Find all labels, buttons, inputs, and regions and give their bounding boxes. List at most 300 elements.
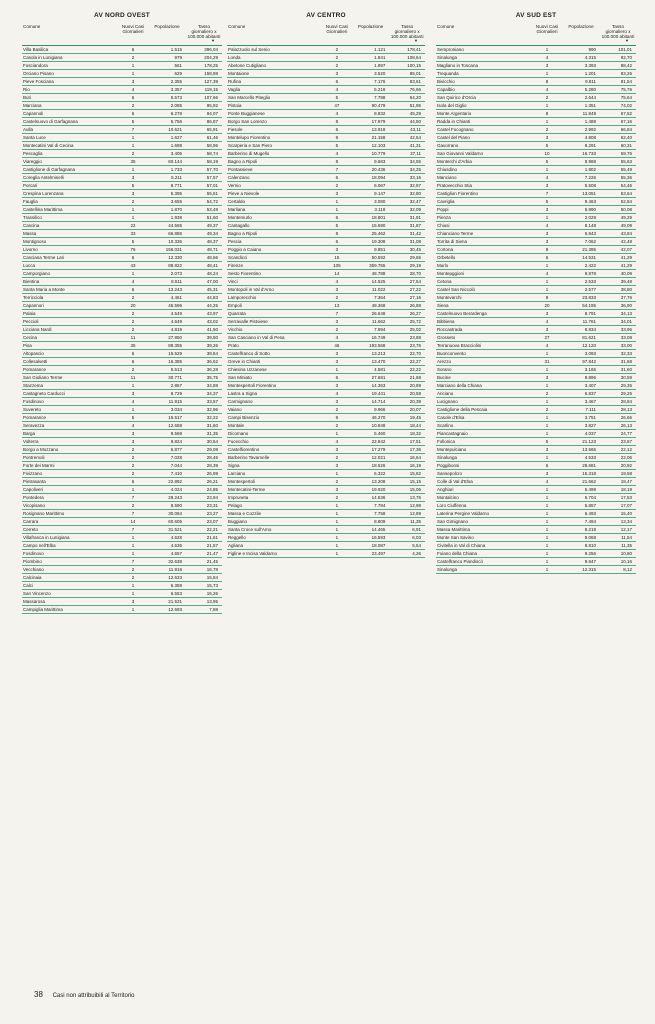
- cell-nuovi-casi: 1: [532, 518, 562, 526]
- cell-tasso: 49,37: [186, 222, 222, 230]
- cell-tasso: 81,54: [600, 78, 636, 86]
- cell-comune: Cavriglia: [436, 198, 532, 206]
- cell-comune: San Vincenzo: [22, 590, 118, 598]
- table-row: [22, 358, 222, 366]
- cell-popolazione: 89.355: [148, 342, 186, 350]
- table-row: [436, 454, 636, 462]
- cell-tasso: 15,73: [186, 582, 222, 590]
- cell-popolazione: 31.521: [148, 526, 186, 534]
- cell-popolazione: 90.479: [352, 102, 390, 110]
- cell-popolazione: 4.461: [148, 294, 186, 302]
- sort-desc-icon[interactable]: ▼: [625, 38, 629, 43]
- cell-tasso: 21,61: [186, 534, 222, 542]
- cell-comune: Poggio a Caiano: [227, 246, 322, 254]
- table-row: [227, 110, 425, 118]
- table-row: [227, 294, 425, 302]
- cell-tasso: 58,96: [186, 142, 222, 150]
- cell-tasso: 16,64: [389, 454, 425, 462]
- cell-comune: Fivizzano: [22, 470, 118, 478]
- region-column-sud-est: [436, 12, 636, 574]
- cell-tasso: 10,16: [600, 558, 636, 566]
- cell-popolazione: 1.201: [562, 70, 600, 78]
- cell-comune: Isola del Giglio: [436, 102, 532, 110]
- sort-desc-icon[interactable]: ▼: [414, 38, 418, 43]
- table-row: [436, 294, 636, 302]
- cell-tasso: 17,53: [600, 494, 636, 502]
- cell-popolazione: 19.308: [352, 238, 390, 246]
- cell-tasso: 11,54: [600, 534, 636, 542]
- cell-comune: Murlo: [436, 262, 532, 270]
- cell-comune: Livorno: [22, 246, 118, 254]
- cell-tasso: 29,65: [389, 254, 425, 262]
- cell-comune: Santa Croce sull'Arno: [227, 526, 322, 534]
- cell-popolazione: 5.990: [562, 206, 600, 214]
- cell-tasso: 20,89: [389, 382, 425, 390]
- cell-nuovi-casi: 2: [118, 366, 148, 374]
- cell-tasso: 76,66: [389, 86, 425, 94]
- cell-nuovi-casi: 6: [532, 254, 562, 262]
- cell-tasso: 34,13: [600, 310, 636, 318]
- cell-tasso: 29,25: [600, 390, 636, 398]
- cell-comune: Vicopisano: [22, 502, 118, 510]
- cell-comune: Porcari: [22, 182, 118, 190]
- cell-popolazione: 8.832: [352, 110, 390, 118]
- cell-nuovi-casi: 6: [322, 78, 352, 86]
- cell-popolazione: 7.062: [562, 238, 600, 246]
- cell-comune: Bucine: [436, 374, 532, 382]
- cell-popolazione: 6.553: [148, 590, 186, 598]
- table-row: [436, 62, 636, 70]
- cell-tasso: 32,09: [389, 206, 425, 214]
- cell-nuovi-casi: 1: [118, 542, 148, 550]
- table-row: [22, 606, 222, 614]
- cell-popolazione: 19.441: [352, 390, 390, 398]
- cell-popolazione: 60.144: [148, 158, 186, 166]
- cell-popolazione: 9.463: [562, 198, 600, 206]
- cell-nuovi-casi: 46: [322, 342, 352, 350]
- cell-tasso: 25,72: [389, 318, 425, 326]
- cell-tasso: 15,40: [600, 510, 636, 518]
- table-row: [22, 310, 222, 318]
- cell-comune: Lucca: [22, 262, 118, 270]
- cell-tasso: 32,96: [186, 406, 222, 414]
- cell-nuovi-casi: 1: [532, 398, 562, 406]
- cell-comune: Carmignano: [227, 398, 322, 406]
- cell-nuovi-casi: 1: [118, 590, 148, 598]
- cell-popolazione: 15.529: [148, 350, 186, 358]
- cell-comune: Pescaglia: [22, 150, 118, 158]
- cell-nuovi-casi: 11: [118, 334, 148, 342]
- cell-comune: Montale: [227, 422, 322, 430]
- cell-nuovi-casi: 1: [322, 510, 352, 518]
- cell-popolazione: 11.022: [352, 286, 390, 294]
- cell-comune: Calcinaia: [22, 574, 118, 582]
- cell-tasso: 12,17: [600, 526, 636, 534]
- region-title: AV CENTRO: [306, 12, 346, 19]
- table-row: [227, 238, 425, 246]
- cell-comune: Vecchiano: [22, 566, 118, 574]
- table-row: [227, 158, 425, 166]
- cell-tasso: 21,45: [186, 558, 222, 566]
- cell-tasso: 4,26: [389, 550, 425, 558]
- cell-popolazione: 45.596: [148, 302, 186, 310]
- cell-popolazione: 1.515: [148, 46, 186, 54]
- cell-comune: San Gimignano: [436, 518, 532, 526]
- cell-nuovi-casi: 1: [118, 134, 148, 142]
- cell-popolazione: 6.877: [148, 446, 186, 454]
- cell-comune: Castelfranco di Sotto: [227, 350, 322, 358]
- cell-tasso: 26,27: [389, 310, 425, 318]
- cell-popolazione: 17.279: [352, 446, 390, 454]
- cell-comune: Barga: [22, 430, 118, 438]
- cell-popolazione: 12.120: [562, 342, 600, 350]
- cell-comune: Fosdinovo: [22, 550, 118, 558]
- cell-tasso: 16,78: [186, 566, 222, 574]
- cell-popolazione: 2.085: [148, 102, 186, 110]
- cell-comune: Casole d'Elsa: [436, 414, 532, 422]
- cell-tasso: 17,07: [600, 502, 636, 510]
- footer-text: Casi non attribuibili al Territorio: [52, 993, 135, 999]
- cell-tasso: 42,48: [600, 238, 636, 246]
- cell-popolazione: 8.511: [148, 278, 186, 286]
- cell-comune: Castelnuovo Berardenga: [436, 310, 532, 318]
- cell-comune: Chiesina Uzzanese: [227, 366, 322, 374]
- cell-comune: Prato: [227, 342, 322, 350]
- cell-nuovi-casi: 3: [322, 358, 352, 366]
- cell-comune: Firenze: [227, 262, 322, 270]
- cell-tasso: 23,31: [186, 502, 222, 510]
- cell-tasso: 61,46: [186, 134, 222, 142]
- cell-comune: Terricciola: [22, 294, 118, 302]
- cell-popolazione: 5.704: [562, 494, 600, 502]
- cell-tasso: 33,00: [600, 342, 636, 350]
- cell-nuovi-casi: 6: [118, 358, 148, 366]
- table-row: [22, 558, 222, 566]
- cell-comune: Vicchio: [227, 326, 322, 334]
- table-row: [436, 278, 636, 286]
- table-row: [227, 142, 425, 150]
- cell-tasso: 33,96: [600, 326, 636, 334]
- cell-popolazione: 2.992: [562, 126, 600, 134]
- header-popolazione: Popolazione: [562, 23, 600, 46]
- table-row: [22, 54, 222, 62]
- table-row: [22, 318, 222, 326]
- cell-comune: Suvereto: [22, 406, 118, 414]
- cell-popolazione: 28.681: [562, 462, 600, 470]
- cell-tasso: 57,57: [186, 174, 222, 182]
- cell-tasso: 13,76: [389, 494, 425, 502]
- cell-comune: Abetone Cutigliano: [227, 62, 322, 70]
- cell-nuovi-casi: 22: [118, 222, 148, 230]
- table-row: [436, 342, 636, 350]
- cell-nuovi-casi: 1: [532, 414, 562, 422]
- cell-tasso: 41,29: [600, 262, 636, 270]
- cell-nuovi-casi: 1: [532, 510, 562, 518]
- table-row: [227, 526, 425, 534]
- table-row: [436, 566, 636, 574]
- table-row: [227, 534, 425, 542]
- cell-nuovi-casi: 2: [118, 294, 148, 302]
- cell-popolazione: 3.093: [562, 350, 600, 358]
- cell-tasso: 44,25: [186, 302, 222, 310]
- table-row: [22, 134, 222, 142]
- cell-popolazione: 14.465: [352, 526, 390, 534]
- table-row: [227, 326, 425, 334]
- cell-tasso: 57,70: [186, 166, 222, 174]
- cell-nuovi-casi: 2: [322, 54, 352, 62]
- cell-popolazione: 8.291: [562, 142, 600, 150]
- cell-comune: Castiglion Fiorentino: [436, 190, 532, 198]
- cell-tasso: 44,50: [389, 118, 425, 126]
- cell-comune: Londa: [227, 54, 322, 62]
- cell-comune: Trassilico: [22, 214, 118, 222]
- cell-popolazione: 30.084: [148, 510, 186, 518]
- cell-popolazione: 16.749: [352, 334, 390, 342]
- cell-popolazione: 13.208: [352, 478, 390, 486]
- table-row: [227, 510, 425, 518]
- cell-popolazione: 15.318: [562, 470, 600, 478]
- cell-popolazione: 6.067: [352, 182, 390, 190]
- table-row: [436, 158, 636, 166]
- cell-tasso: 23,67: [600, 438, 636, 446]
- table-row: [227, 342, 425, 350]
- table-row: [227, 150, 425, 158]
- cell-comune: Volterra: [22, 438, 118, 446]
- cell-nuovi-casi: 3: [118, 438, 148, 446]
- cell-popolazione: 6.359: [148, 582, 186, 590]
- cell-tasso: 74,02: [600, 102, 636, 110]
- cell-comune: Chianciano Terme: [436, 230, 532, 238]
- table-row: [436, 358, 636, 366]
- header-tasso[interactable]: [186, 23, 222, 46]
- cell-comune: San Giuliano Terme: [22, 374, 118, 382]
- cell-comune: Rosignano Marittimo: [22, 510, 118, 518]
- table-row: [436, 302, 636, 310]
- cell-comune: Poggibonsi: [436, 462, 532, 470]
- table-row: [227, 478, 425, 486]
- cell-comune: Signa: [227, 462, 322, 470]
- table-row: [227, 182, 425, 190]
- table-row: [436, 286, 636, 294]
- cell-nuovi-casi: 2: [322, 62, 352, 70]
- cell-tasso: 21,57: [186, 542, 222, 550]
- cell-tasso: 26,88: [389, 302, 425, 310]
- cell-comune: San Quirico d'Orcia: [436, 94, 532, 102]
- cell-popolazione: 1.841: [352, 54, 390, 62]
- cell-tasso: 50,08: [600, 206, 636, 214]
- table-row: [436, 374, 636, 382]
- cell-nuovi-casi: 3: [532, 206, 562, 214]
- header-tasso[interactable]: [389, 23, 425, 46]
- cell-popolazione: 4.581: [352, 366, 390, 374]
- cell-tasso: 48,71: [186, 246, 222, 254]
- cell-comune: Castiglione della Pescaia: [436, 406, 532, 414]
- cell-comune: Santa Luce: [22, 134, 118, 142]
- table-row: [436, 542, 636, 550]
- cell-tasso: 6,03: [389, 534, 425, 542]
- cell-comune: Cortona: [436, 246, 532, 254]
- cell-nuovi-casi: 4: [118, 398, 148, 406]
- cell-popolazione: 10.336: [148, 238, 186, 246]
- cell-comune: Bivicchio: [436, 78, 532, 86]
- cell-popolazione: 3.827: [562, 422, 600, 430]
- cell-tasso: 26,99: [186, 470, 222, 478]
- cell-popolazione: 2.355: [148, 78, 186, 86]
- table-row: [227, 270, 425, 278]
- cell-tasso: 36,28: [186, 366, 222, 374]
- cell-popolazione: 2.029: [562, 214, 600, 222]
- table-row: [227, 86, 425, 94]
- cell-tasso: 29,19: [389, 262, 425, 270]
- cell-popolazione: 2.533: [562, 278, 600, 286]
- cell-nuovi-casi: 3: [532, 62, 562, 70]
- cell-tasso: 75,64: [600, 94, 636, 102]
- cell-tasso: 30,45: [389, 246, 425, 254]
- cell-tasso: 15,84: [186, 574, 222, 582]
- cell-nuovi-casi: 1: [532, 422, 562, 430]
- cell-popolazione: 18.094: [352, 174, 390, 182]
- table-row: [227, 398, 425, 406]
- cell-popolazione: 9.847: [562, 558, 600, 566]
- cell-tasso: 15,15: [389, 478, 425, 486]
- cell-popolazione: 3.520: [352, 70, 390, 78]
- table-row: [22, 382, 222, 390]
- cell-popolazione: 21.123: [562, 438, 600, 446]
- cell-nuovi-casi: 1: [532, 214, 562, 222]
- cell-popolazione: 359.755: [352, 262, 390, 270]
- cell-tasso: 54,46: [600, 182, 636, 190]
- table-row: [436, 174, 636, 182]
- cell-nuovi-casi: 3: [532, 446, 562, 454]
- table-row: [22, 414, 222, 422]
- cell-nuovi-casi: 3: [532, 326, 562, 334]
- cell-tasso: 23,07: [186, 518, 222, 526]
- table-row: [436, 54, 636, 62]
- cell-tasso: 55,49: [600, 166, 636, 174]
- header-tasso-label: Tasso giornaliero x 100.000 abitanti: [601, 24, 635, 39]
- cell-comune: Buti: [22, 94, 118, 102]
- table-row: [22, 366, 222, 374]
- cell-tasso: 28,46: [186, 454, 222, 462]
- cell-tasso: 31,08: [389, 238, 425, 246]
- table-row: [436, 310, 636, 318]
- table-row: [227, 206, 425, 214]
- table-row: [227, 542, 425, 550]
- cell-comune: Pieve a Nievole: [227, 190, 322, 198]
- cell-nuovi-casi: 4: [532, 174, 562, 182]
- cell-tasso: 31,42: [389, 230, 425, 238]
- table-row: [22, 534, 222, 542]
- cell-nuovi-casi: 6: [118, 350, 148, 358]
- cell-comune: Castelnuovo di Garfagnana: [22, 118, 118, 126]
- cell-tasso: 31,87: [389, 222, 425, 230]
- cell-comune: Lamporecchio: [227, 294, 322, 302]
- cell-nuovi-casi: 1: [118, 206, 148, 214]
- cell-nuovi-casi: 5: [532, 142, 562, 150]
- cell-comune: Siena: [436, 302, 532, 310]
- cell-nuovi-casi: 8: [532, 78, 562, 86]
- cell-tasso: 35,75: [186, 374, 222, 382]
- cell-comune: Sinalunga: [436, 454, 532, 462]
- cell-nuovi-casi: 3: [118, 598, 148, 606]
- cell-comune: Carrara: [22, 518, 118, 526]
- cell-popolazione: 13.565: [562, 446, 600, 454]
- cell-popolazione: 5.211: [148, 174, 186, 182]
- cell-comune: Castelfranco Piandiscò: [436, 558, 532, 566]
- cell-nuovi-casi: 7: [118, 510, 148, 518]
- cell-tasso: 52,84: [600, 198, 636, 206]
- cell-popolazione: 1.997: [352, 62, 390, 70]
- cell-popolazione: 5.513: [148, 366, 186, 374]
- cell-tasso: 47,00: [186, 278, 222, 286]
- table-row: [227, 278, 425, 286]
- table-row: [436, 390, 636, 398]
- cell-popolazione: 4.808: [562, 134, 600, 142]
- table-row: [227, 350, 425, 358]
- cell-nuovi-casi: 1: [322, 366, 352, 374]
- cell-popolazione: 5.857: [562, 502, 600, 510]
- cell-nuovi-casi: 4: [532, 54, 562, 62]
- cell-popolazione: 6.322: [352, 470, 390, 478]
- cell-nuovi-casi: 6: [322, 126, 352, 134]
- table-row: [436, 222, 636, 230]
- cell-tasso: 12,98: [389, 502, 425, 510]
- header-tasso[interactable]: [600, 23, 636, 46]
- cell-popolazione: 9.256: [562, 550, 600, 558]
- sort-desc-icon[interactable]: ▼: [211, 38, 215, 43]
- header-comune: Comune: [22, 23, 118, 46]
- cell-comune: Agliana: [227, 542, 322, 550]
- cell-nuovi-casi: 31: [532, 358, 562, 366]
- cell-tasso: 85,01: [389, 70, 425, 78]
- table-row: [436, 150, 636, 158]
- cell-nuovi-casi: 1: [118, 62, 148, 70]
- cell-comune: Pietrasanta: [22, 478, 118, 486]
- cell-comune: Arezzo: [436, 358, 532, 366]
- cell-nuovi-casi: 4: [532, 478, 562, 486]
- cell-popolazione: 8.148: [562, 222, 600, 230]
- cell-tasso: 32,97: [389, 182, 425, 190]
- cell-nuovi-casi: 4: [322, 334, 352, 342]
- cell-popolazione: 6.278: [148, 110, 186, 118]
- cell-popolazione: 3.751: [562, 414, 600, 422]
- cell-nuovi-casi: 4: [322, 438, 352, 446]
- cell-comune: Sesto Fiorentino: [227, 270, 322, 278]
- cell-nuovi-casi: 11: [118, 374, 148, 382]
- table-row: [22, 254, 222, 262]
- cell-tasso: 23,27: [186, 510, 222, 518]
- cell-tasso: 45,29: [389, 110, 425, 118]
- cell-comune: Semproniano: [436, 46, 532, 54]
- table-row: [436, 206, 636, 214]
- cell-comune: Bientina: [22, 278, 118, 286]
- table-row: [227, 470, 425, 478]
- cell-popolazione: 9.811: [562, 78, 600, 86]
- cell-tasso: 30,59: [600, 374, 636, 382]
- cell-popolazione: 4.657: [148, 550, 186, 558]
- cell-comune: Cerreto: [22, 526, 118, 534]
- cell-popolazione: 23.833: [562, 294, 600, 302]
- table-row: [436, 438, 636, 446]
- cell-popolazione: 13.918: [352, 126, 390, 134]
- cell-comune: Colle di Val d'Elsa: [436, 478, 532, 486]
- cell-comune: Gavorrano: [436, 142, 532, 150]
- cell-tasso: 27,22: [389, 286, 425, 294]
- cell-comune: Monte San Savino: [436, 534, 532, 542]
- cell-comune: Pescia: [227, 238, 322, 246]
- header-nuovi-casi: Nuovi Casi Giornalieri: [118, 23, 148, 46]
- cell-tasso: 396,04: [186, 46, 222, 54]
